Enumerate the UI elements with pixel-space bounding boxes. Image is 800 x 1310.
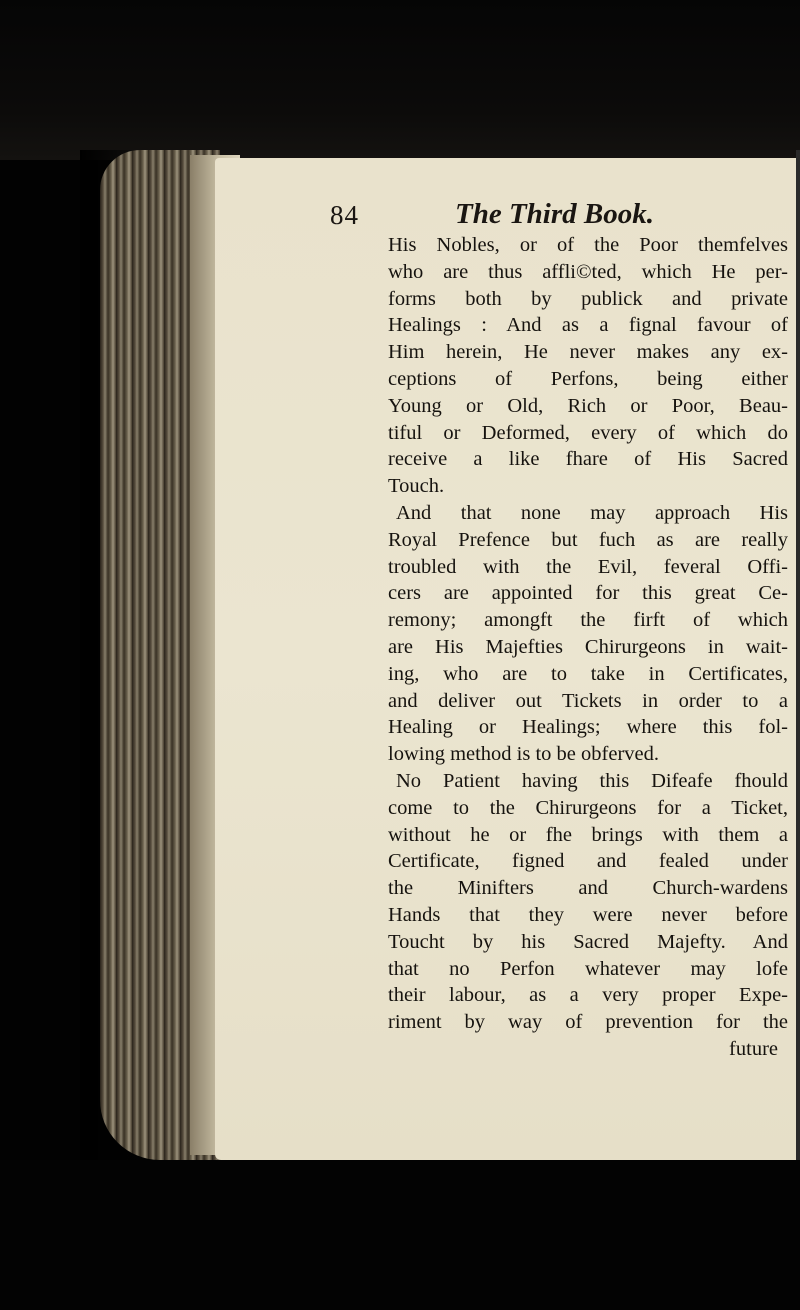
text-line: forms both by publick and private [388,287,788,310]
text-line: His Nobles, or of the Poor themfelves [388,234,788,256]
text-line: receive a like fhare of His Sacred [388,448,788,471]
text-line: the Minifters and Church-wardens [388,877,788,900]
text-line: are His Majefties Chirurgeons in wait- [388,635,788,658]
text-line: cers are appointed for this great Ce- [388,582,788,605]
text-line: ing, who are to take in Certificates, [388,662,788,685]
dark-background-bottom [0,1160,800,1310]
text-line: without he or fhe brings with them a [388,823,788,846]
text-line: Young or Old, Rich or Poor, Beau- [388,394,788,417]
text-line: Certificate, figned and fealed under [388,850,788,873]
text-line: and deliver out Tickets in order to a [388,689,788,712]
text-line: remony; amongft the firft of which [388,609,788,632]
text-line: Him herein, He never makes any ex- [388,341,788,364]
dark-background [0,0,800,160]
text-line: Healings : And as a fignal favour of [388,314,788,337]
text-line: troubled with the Evil, feveral Offi- [388,555,788,578]
text-line: Royal Prefence but fuch as are really [388,528,788,551]
body-text [388,232,788,1063]
text-line: ceptions of Perfons, being either [388,367,788,390]
text-line: riment by way of prevention for the [388,1011,788,1034]
text-line: lowing method is to be obferved. [388,743,660,766]
page-number: 84 [330,200,359,230]
catchword: future [729,1037,778,1060]
text-line: Hands that they were never before [388,903,788,926]
text-line: No Patient having this Difeafe fhould [396,769,788,792]
text-line: tiful or Deformed, every of which do [388,421,788,444]
page-edge [796,150,800,1165]
text-line: And that none may approach His [396,501,788,524]
text-line: come to the Chirurgeons for a Ticket, [388,796,788,819]
text-line: who are thus affli©ted, which He per- [388,260,788,283]
text-line: Healing or Healings; where this fol- [388,716,788,739]
text-line: Toucht by his Sacred Majefty. And [388,930,788,953]
text-line: Touch. [388,475,445,498]
text-line: that no Perfon whatever may lofe [388,957,788,980]
running-head: The Third Book. [455,198,654,230]
text-line: their labour, as a very proper Expe- [388,984,788,1007]
